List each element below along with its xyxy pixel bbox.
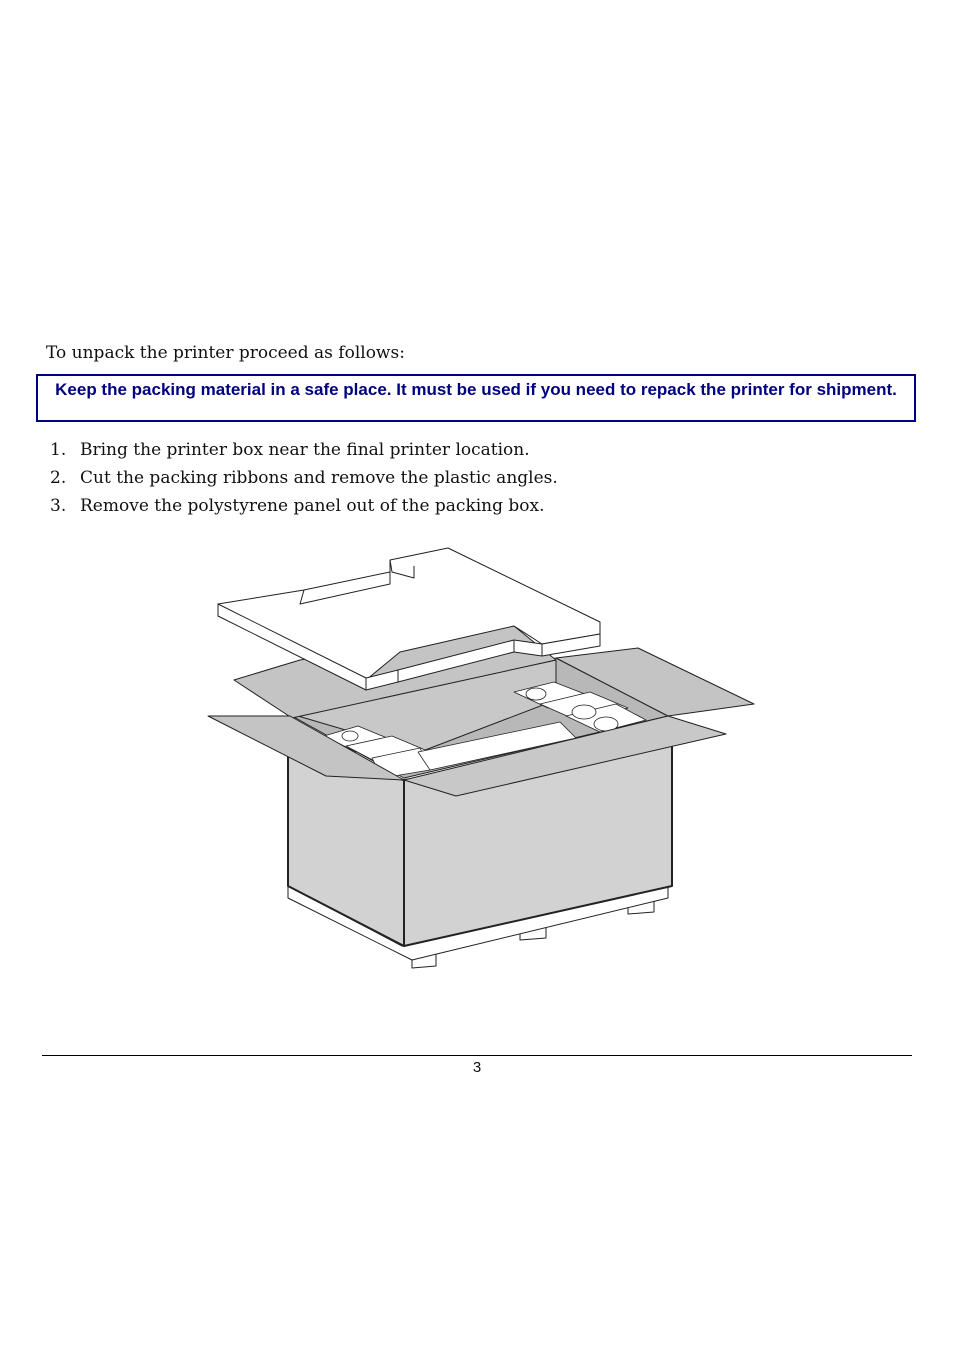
page-number: 3 — [472, 1059, 482, 1076]
step-number: 1. — [50, 440, 67, 460]
intro-text: To unpack the printer proceed as follows: — [46, 343, 405, 363]
note-box — [36, 374, 916, 422]
note-text: Keep the packing material in a safe place. It must be used if you need to repack the printer for shipment. — [55, 380, 897, 399]
steps-list — [50, 436, 558, 520]
footer-rule — [42, 1055, 912, 1056]
step-number: 2. — [50, 468, 67, 488]
list-item — [50, 492, 558, 520]
list-item — [50, 464, 558, 492]
step-text: Remove the polystyrene panel out of the packing box. — [80, 496, 545, 516]
list-item — [50, 436, 558, 464]
step-number: 3. — [50, 496, 67, 516]
step-text: Bring the printer box near the final printer location. — [80, 440, 530, 460]
step-text: Cut the packing ribbons and remove the plastic angles. — [80, 468, 558, 488]
open-packing-box-illustration — [206, 546, 756, 970]
